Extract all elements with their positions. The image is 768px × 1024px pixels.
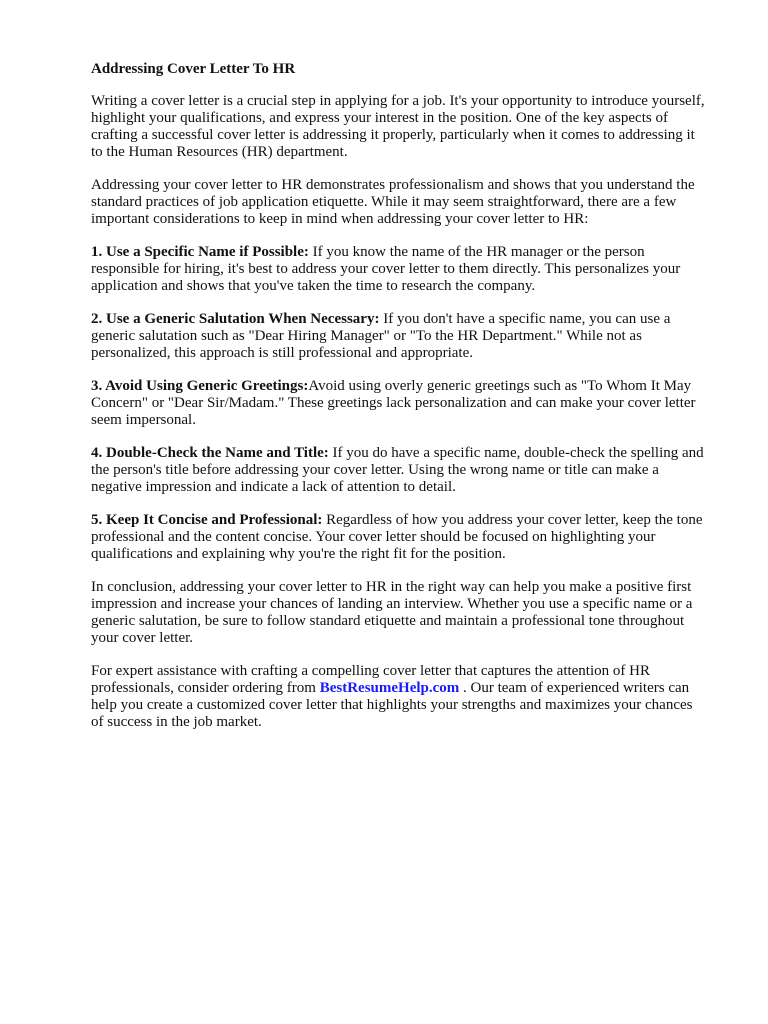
intro-paragraph-1: Writing a cover letter is a crucial step in applying for a job. It's your opportunity to introduce yourself, highlight your qualifications, and express your interest in the position. One of the key aspects of crafting a successful cover letter is addressing it properly, particularly when it comes to addressing it to the Human Resources (HR) department. — [91, 93, 705, 160]
document-title: Addressing Cover Letter To HR — [91, 61, 296, 77]
tip-text-3: Avoid using overly generic greetings such as "To Whom It May Concern" or "Dear Sir/Madam." These greetings lack personalization and can make your cover letter seem impersonal. — [91, 378, 696, 428]
tip-heading-2: 2. Use a Generic Salutation When Necessary: — [91, 311, 380, 327]
conclusion-paragraph: In conclusion, addressing your cover letter to HR in the right way can help you make a positive first impression and increase your chances of landing an interview. Whether you use a specific name or a generic salutation, be sure to follow standard etiquette and maintain a professional tone throughout your cover letter. — [91, 579, 693, 646]
tip-heading-4: 4. Double-Check the Name and Title: — [91, 445, 329, 461]
intro-paragraph-2: Addressing your cover letter to HR demonstrates professionalism and shows that you understand the standard practices of job application etiquette. While it may seem straightforward, there are a few important considerations to keep in mind when addressing your cover letter to HR: — [91, 177, 695, 227]
tip-text-2: If you don't have a specific name, you can use a generic salutation such as "Dear Hiring Manager" or "To the HR Department." While not as personalized, this approach is still professional and appropriate. — [91, 311, 671, 361]
tip-heading-5: 5. Keep It Concise and Professional: — [91, 512, 323, 528]
tip-heading-3: 3. Avoid Using Generic Greetings: — [91, 378, 309, 394]
tip-paragraph-4 — [91, 445, 705, 496]
tip-text-1: If you know the name of the HR manager or the person responsible for hiring, it's best to address your cover letter to them directly. This personalizes your application and shows that you've taken the time to research the company. — [91, 244, 681, 294]
tip-paragraph-3 — [91, 378, 705, 429]
cta-text-before: For expert assistance with crafting a compelling cover letter that captures the attention of HR professionals, consider ordering from — [91, 663, 650, 696]
tip-paragraph-2 — [91, 311, 705, 362]
cta-text-after: . Our team of experienced writers can help you create a customized cover letter that highlights your strengths and maximizes your chances of success in the job market. — [91, 680, 693, 730]
tip-text-5: Regardless of how you address your cover letter, keep the tone professional and the content concise. Your cover letter should be focused on highlighting your qualifications and explaining why you're the right fit for the position. — [91, 512, 703, 562]
best-resume-help-link[interactable]: BestResumeHelp.com — [319, 680, 460, 696]
tip-paragraph-1 — [91, 244, 705, 295]
tip-paragraph-5 — [91, 512, 705, 563]
cta-paragraph — [91, 663, 705, 731]
tip-heading-1: 1. Use a Specific Name if Possible: — [91, 244, 309, 260]
tip-text-4: If you do have a specific name, double-check the spelling and the person's title before addressing your cover letter. Using the wrong name or title can make a negative impression and indicate a lack of attention to detail. — [91, 445, 704, 495]
